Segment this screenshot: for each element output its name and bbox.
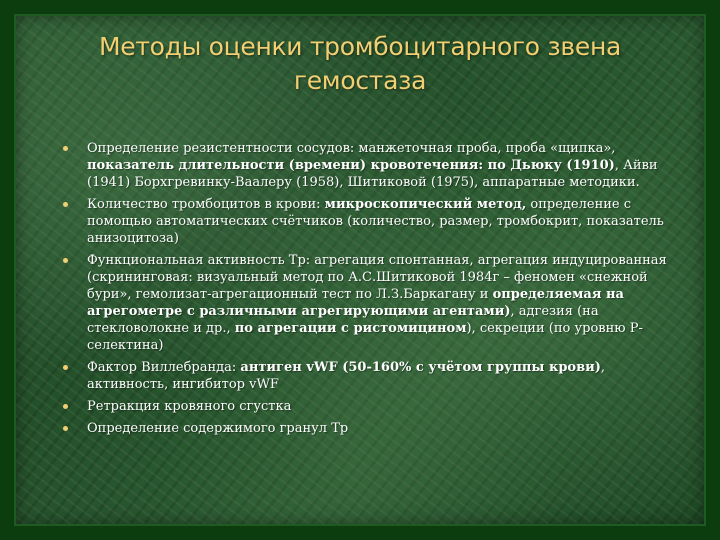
bullet-item-platelet-count (62, 196, 667, 247)
bullet-text-bold: определяемая на агрегометре с различными агрегирующими агентами) (87, 287, 624, 319)
slide-content (62, 140, 667, 442)
slide-title (40, 30, 680, 98)
bullet-item-clot-retraction (62, 398, 667, 415)
bullet-item-granule-content (62, 420, 667, 437)
bullet-item-vessel-resistance (62, 140, 667, 191)
title-line-2: гемостаза (293, 66, 427, 95)
bullet-text: определение с помощью автоматических счётчиков (количество, размер, тромбокрит, показатель анизоцитоза) (87, 197, 664, 246)
bullet-text: Определение содержимого гранул Тр (87, 421, 349, 436)
bullet-text-bold: микроскопический метод, (324, 197, 527, 212)
bullet-text: Ретракция кровяного сгустка (87, 399, 292, 414)
bullet-icon (63, 146, 68, 151)
bullet-text: Фактор Виллебранда: (87, 360, 241, 375)
bullet-text: , Айви (1941) Борхгревинку-Ваалеру (1958), Шитиковой (1975), аппаратные методики. (87, 158, 658, 190)
bullet-text: Функциональная активность Тр: агрегация спонтанная, агрегация индуцированная (скрининговая: визуальный метод по А.С.Шитиковой 1984г – феномен «снежной бури», гемолизат-агрегационный тест по Л.З.Баркагану и (87, 253, 667, 302)
bullet-text: ), секреции (по уровню Р-селектина) (87, 321, 643, 353)
bullet-text-bold: показатель длительности (времени) кровотечения: по Дьюку (1910) (87, 158, 615, 173)
bullet-icon (63, 404, 68, 409)
bullet-list (62, 140, 667, 437)
title-line-1: Методы оценки тромбоцитарного звена (98, 32, 622, 61)
bullet-icon (63, 202, 68, 207)
bullet-icon (63, 258, 68, 263)
bullet-text-bold: по агрегации с ристомицином (234, 321, 467, 336)
bullet-text: Определение резистентности сосудов: манжеточная проба, проба «щипка», (87, 141, 616, 156)
bullet-text-bold: антиген vWF (50-160% с учётом группы крови) (240, 360, 601, 375)
bullet-icon (63, 365, 68, 370)
bullet-item-willebrand-factor (62, 359, 667, 393)
bullet-text: , активность, ингибитор vWF (87, 360, 606, 392)
bullet-icon (63, 426, 68, 431)
bullet-item-functional-activity (62, 252, 667, 354)
bullet-text: Количество тромбоцитов в крови: (87, 197, 325, 212)
bullet-text: , адгезия (на стекловолокне и др., (87, 304, 599, 336)
